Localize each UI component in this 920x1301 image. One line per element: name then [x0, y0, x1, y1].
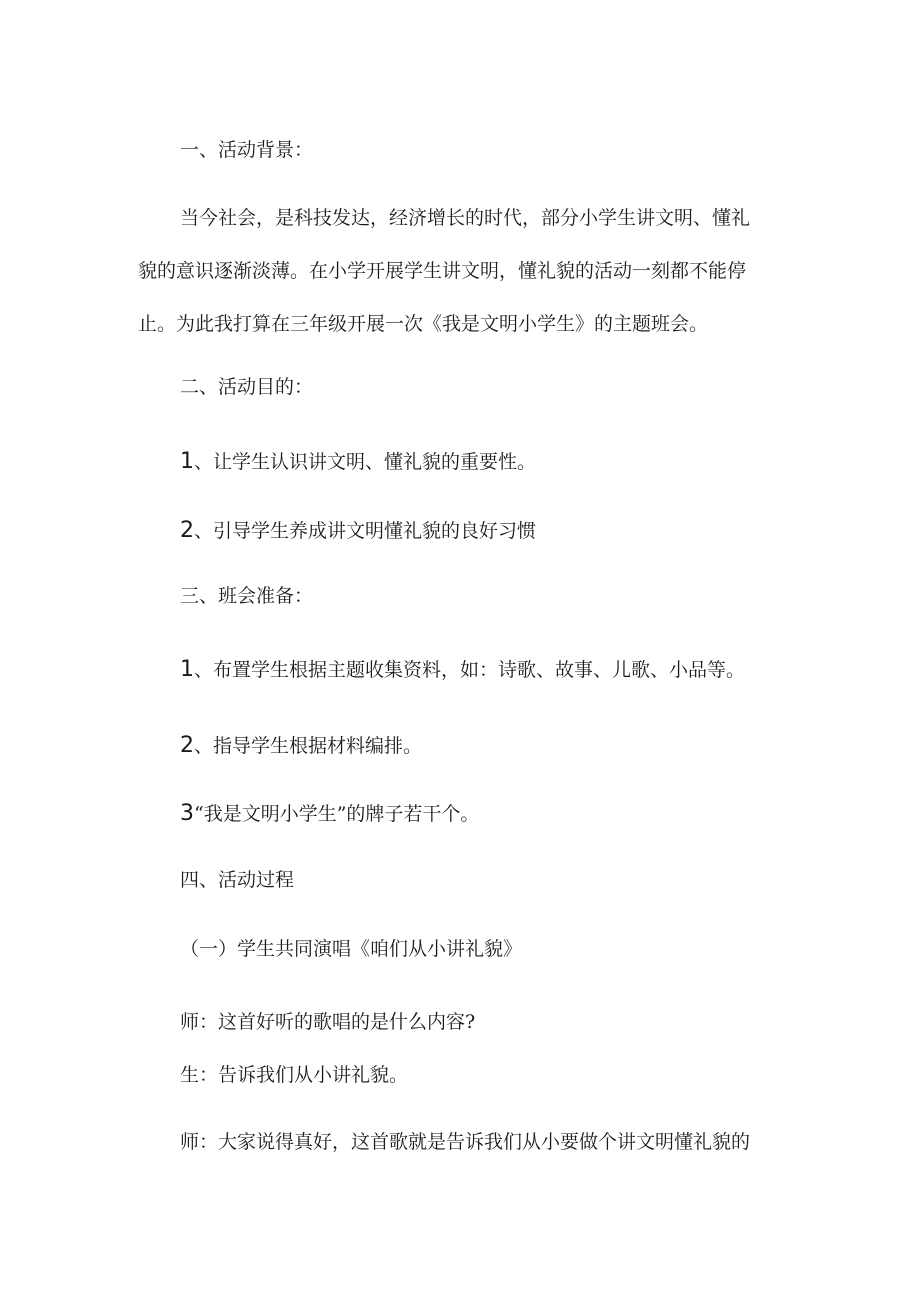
background-paragraph-line-1: 当今社会，是科技发达，经济增长的时代，部分小学生讲文明、懂礼: [180, 207, 751, 229]
heading-class-meeting-prep: 三、班会准备：: [180, 585, 314, 607]
prep-item-2-text: 、指导学生根据材料编排。: [194, 735, 423, 757]
heading-activity-process: 四、活动过程: [180, 869, 295, 891]
purpose-item-2-number: 2: [180, 518, 194, 543]
purpose-item-1: [180, 449, 830, 475]
prep-item-2-number: 2: [180, 733, 194, 758]
process-subsection-1: （一）学生共同演唱《咱们从小讲礼貌》: [180, 938, 523, 960]
prep-item-1: [180, 657, 830, 683]
prep-item-3-text: “我是文明小学生”的牌子若干个。: [194, 803, 480, 825]
prep-item-2: [180, 733, 830, 759]
prep-item-1-text: 、布置学生根据主题收集资料，如：诗歌、故事、儿歌、小品等。: [194, 659, 746, 681]
heading-activity-purpose: 二、活动目的：: [180, 376, 314, 398]
prep-item-3: [180, 801, 830, 827]
purpose-item-2: [180, 518, 830, 544]
heading-activity-background: 一、活动背景：: [180, 139, 314, 161]
prep-item-1-number: 1: [180, 657, 194, 682]
background-paragraph-line-2: 貌的意识逐渐淡薄。在小学开展学生讲文明，懂礼貌的活动一刻都不能停: [138, 260, 747, 282]
dialog-line-2: 生：告诉我们从小讲礼貌。: [180, 1064, 409, 1086]
purpose-item-1-text: 、让学生认识讲文明、懂礼貌的重要性。: [194, 451, 537, 473]
purpose-item-1-number: 1: [180, 449, 194, 474]
background-paragraph-line-3: 止。为此我打算在三年级开展一次《我是文明小学生》的主题班会。: [138, 313, 709, 335]
purpose-item-2-text: 、引导学生养成讲文明懂礼貌的良好习惯: [194, 520, 537, 542]
prep-item-3-number: 3: [180, 801, 194, 826]
dialog-line-1: 师：这首好听的歌唱的是什么内容?: [180, 1011, 476, 1033]
dialog-line-3: 师：大家说得真好，这首歌就是告诉我们从小要做个讲文明懂礼貌的: [180, 1131, 751, 1153]
